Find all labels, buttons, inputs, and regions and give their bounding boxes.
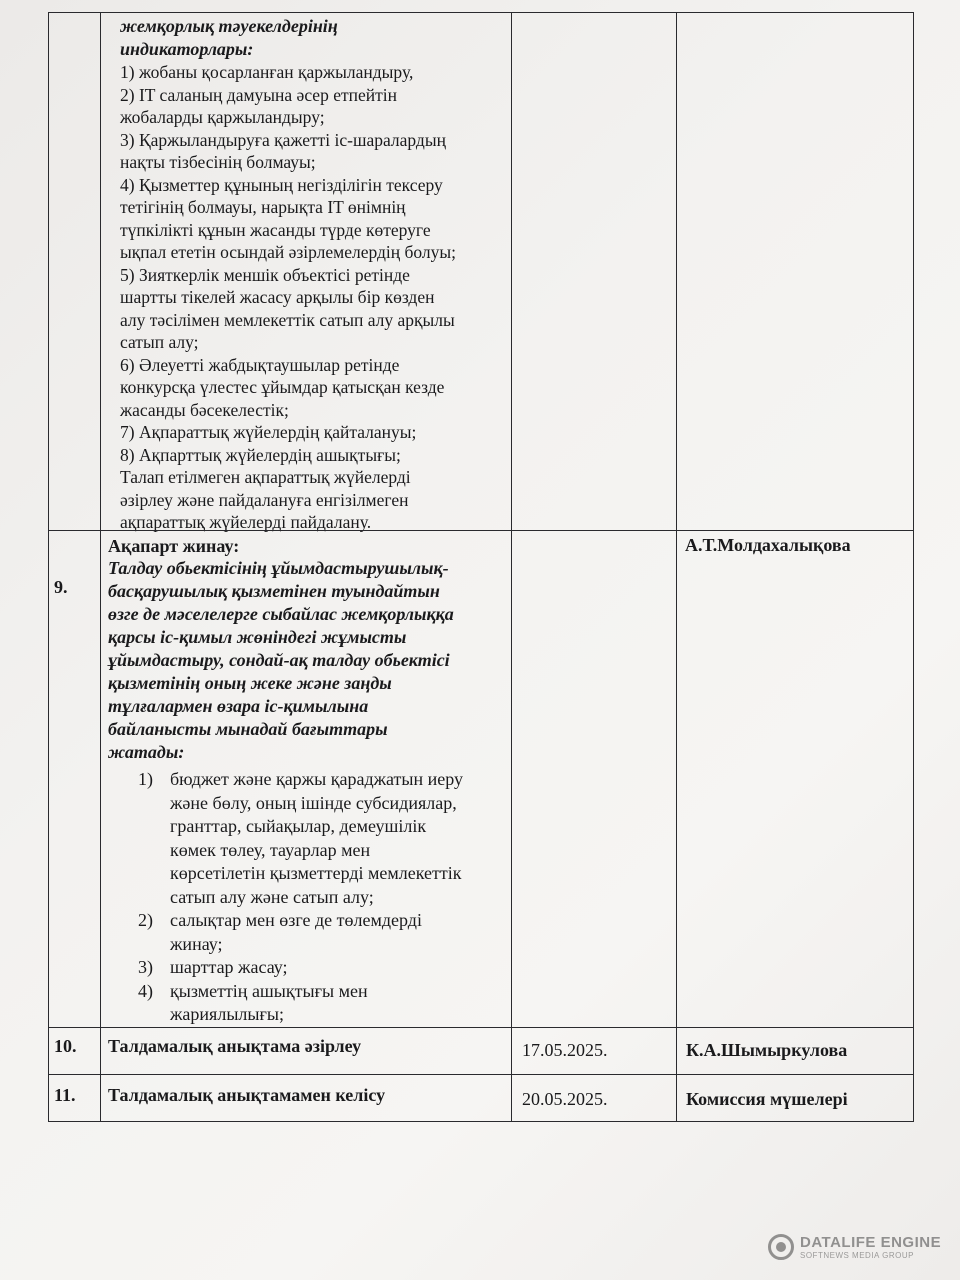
list-line: 1) жобаны қосарланған қаржыландыру, (120, 62, 414, 82)
risk-indicators-heading: жемқорлық тәуекелдерінің индикаторлары: (120, 16, 338, 59)
description-line: қарсы іс-қимыл жөніндегі жұмысты (108, 627, 407, 647)
list-item-line: қызметтің ашықтығы мен (170, 980, 368, 1001)
watermark-tagline: SOFTNEWS MEDIA GROUP (800, 1251, 915, 1260)
description-line: тұлғалармен өзара іс-қимылына (108, 696, 369, 716)
description-line: байланысты мынадай бағыттары (108, 719, 388, 739)
description-line: Талдау обьектісінің ұйымдастырушылық- (108, 558, 449, 578)
list-line: нақты тізбесінің болмауы; (120, 152, 316, 172)
description-line: қызметінің оның жеке және заңды (108, 673, 392, 693)
list-item (108, 956, 508, 980)
list-item (108, 909, 508, 956)
list-item-line: жариялылығы; (170, 1004, 284, 1024)
list-item-line: салықтар мен өзге де төлемдерді (170, 910, 422, 930)
list-item-line: көмек төлеу, тауарлар мен (170, 839, 371, 860)
list-item-line: гранттар, сыйақылар, демеушілік (170, 816, 427, 836)
list-line: сатып алу; (120, 332, 199, 352)
list-item-line: сатып алу және сатып алу; (170, 886, 374, 907)
row-number: 11. (54, 1085, 76, 1105)
task-title: Ақапарт жинау: (108, 536, 240, 556)
list-item-line: шарттар жасау; (170, 957, 288, 977)
row-number: 10. (54, 1036, 77, 1056)
description-line: өзге де мәселелерге сыбайлас жемқорлыққа (108, 604, 454, 624)
list-line: ақпараттық жүйелерді пайдалану. (120, 512, 372, 532)
list-line: әзірлеу және пайдалануға енгізілмеген (120, 489, 409, 510)
task-title: Талдамалық анықтамамен келісу (108, 1085, 386, 1105)
list-item-line: жинау; (170, 933, 223, 954)
list-line: 3) Қаржыландыруға қажетті іс-шаралардың (120, 129, 446, 150)
directions-list (108, 768, 508, 1027)
deadline-date: 17.05.2025. (522, 1040, 608, 1060)
list-line: түпкілікті құнын жасанды түрде көтеруге (120, 219, 431, 240)
list-line: 6) Әлеуетті жабдықтаушылар ретінде (120, 354, 400, 375)
table-row-continuation (48, 12, 914, 531)
task-cell (120, 15, 510, 534)
task-description (108, 557, 508, 764)
list-line: жобаларды қаржыландыру; (120, 107, 325, 127)
description-line: ұйымдастыру, сондай-ақ талдау обьектісі (108, 650, 450, 670)
watermark-brand: DATALIFE ENGINE (800, 1234, 942, 1251)
row-number: 9. (54, 577, 68, 597)
list-line: тетігінің болмауы, нарықта IT өнімнің (120, 197, 406, 217)
list-line: алу тәсілімен мемлекеттік сатып алу арқылы (120, 309, 455, 330)
deadline-date: 20.05.2025. (522, 1089, 608, 1109)
list-item-marker: 4) (138, 980, 153, 1001)
list-item-marker: 2) (138, 910, 153, 930)
description-line: жатады: (108, 742, 185, 762)
list-item-marker: 3) (138, 957, 153, 977)
table-row (48, 1027, 914, 1075)
description-line: басқарушылық қызметінен туындайтын (108, 581, 440, 601)
list-item-line: бюджет және қаржы қараджатын иеру (170, 769, 464, 789)
list-line: 8) Ақпарттық жүйелердің ашықтығы; (120, 444, 401, 465)
datalife-logo-icon (768, 1234, 794, 1260)
list-line: конкурсқа үлестес ұйымдар қатысқан кезде (120, 377, 445, 397)
list-line: Талап етілмеген ақпараттық жүйелерді (120, 467, 411, 487)
list-item-line: және бөлу, оның ішінде субсидиялар, (170, 792, 457, 813)
risk-indicators-list (120, 61, 510, 534)
list-line: ықпал ететін осындай әзірлемелердің болуы; (120, 242, 457, 262)
watermark-logo (768, 1234, 941, 1260)
list-line: 4) Қызметтер құнының негізділігін тексеру (120, 174, 443, 195)
table-row (48, 530, 914, 1028)
list-item-line: көрсетілетін қызметтерді мемлекеттік (170, 863, 462, 883)
responsible-person: А.Т.Молдахалықова (685, 535, 851, 555)
list-item (108, 768, 508, 909)
list-item (108, 980, 508, 1027)
task-title: Талдамалық анықтама әзірлеу (108, 1036, 362, 1056)
list-line: жасанды бәсекелестік; (120, 399, 289, 420)
list-line: шартты тікелей жасасу арқылы бір көзден (120, 287, 435, 307)
table-row (48, 1074, 914, 1122)
responsible-person: Комиссия мүшелері (686, 1089, 848, 1109)
list-line: 7) Ақпараттық жүйелердің қайталануы; (120, 422, 417, 442)
list-item-marker: 1) (138, 769, 153, 789)
responsible-person: К.А.Шымыркулова (686, 1040, 848, 1060)
schedule-table (48, 12, 914, 1122)
list-line: 5) Зияткерлік меншік объектісі ретінде (120, 264, 410, 285)
task-cell (108, 535, 508, 1027)
list-line: 2) IT саланың дамуына әсер етпейтін (120, 84, 397, 105)
